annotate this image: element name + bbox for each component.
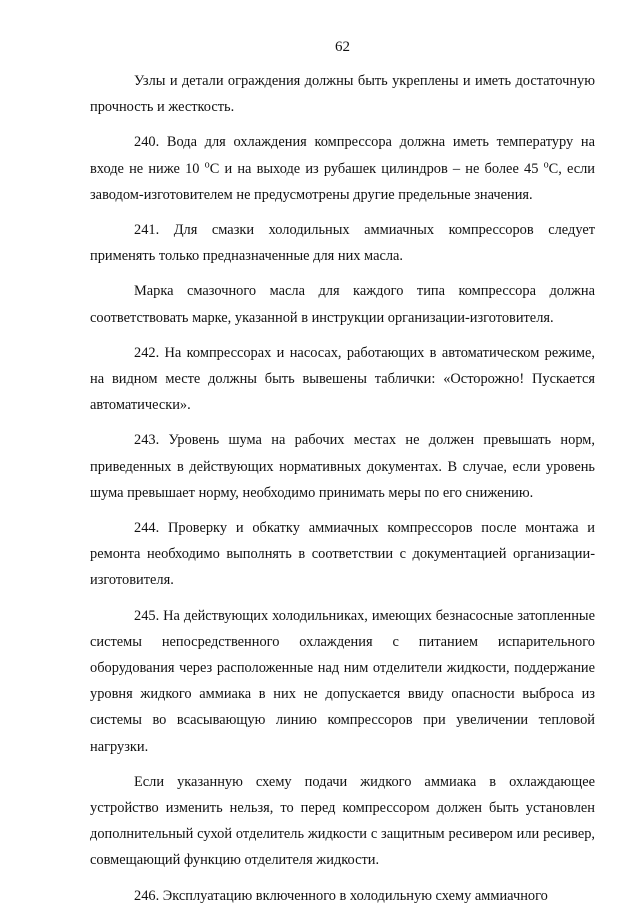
degree-sign: о	[204, 159, 210, 171]
paragraph-241-lubrication: 241. Для смазки холодильных аммиачных компрессоров следует применять только предназначенные для них масла.	[90, 222, 595, 265]
degree-sign: о	[543, 159, 549, 171]
paragraph-246-operation: 246. Эксплуатацию включенного в холодильную схему аммиачного	[134, 887, 548, 904]
paragraph-fence-parts: Узлы и детали ограждения должны быть укреплены и иметь достаточную прочность и жесткость.	[90, 73, 595, 116]
paragraph-244-running-in: 244. Проверку и обкатку аммиачных компрессоров после монтажа и ремонта необходимо выполнять в соответствии с документацией организации-изготовителя.	[90, 520, 595, 589]
paragraph-240-text-end: С, если заводом-изготовителем не предусмотрены другие предельные значения.	[90, 160, 595, 203]
paragraph-240-text-middle: С и на выходе из рубашек цилиндров – не более 45	[209, 160, 544, 177]
paragraph-oil-grade: Марка смазочного масла для каждого типа компрессора должна соответствовать марке, указанной в инструкции организации-изготовителя.	[90, 283, 595, 326]
page-number: 62	[335, 39, 350, 55]
paragraph-separator-receiver: Если указанную схему подачи жидкого аммиака в охлаждающее устройство изменить нельзя, то перед компрессором должен быть установлен дополнительный сухой отделитель жидкости с защитным ресивером или ресивер, совмещающий функцию отделителя жидкости.	[90, 773, 595, 869]
paragraph-245-flooded-systems: 245. На действующих холодильниках, имеющих безнасосные затопленные системы непосредственного охлаждения с питанием испарительного оборудования через расположенные над ним отделители жидкости, поддержание уровня жидкого аммиака в них не допускается ввиду опасности выброса из системы во всасывающую линию компрессоров при увеличении тепловой нагрузки.	[90, 607, 595, 755]
paragraph-242-warning-plates: 242. На компрессорах и насосах, работающих в автоматическом режиме, на видном месте должны быть вывешены таблички: «Осторожно! Пускается автоматически».	[90, 344, 595, 414]
paragraph-240-text-start: 240. Вода для охлаждения компрессора должна иметь температуру на входе не ниже 10	[90, 134, 595, 177]
paragraph-240-cooling-water	[90, 129, 595, 208]
paragraph-243-noise-level: 243. Уровень шума на рабочих местах не должен превышать норм, приведенных в действующих нормативных документах. В случае, если уровень шума превышает норму, необходимо принимать меры по его снижению.	[90, 432, 595, 501]
